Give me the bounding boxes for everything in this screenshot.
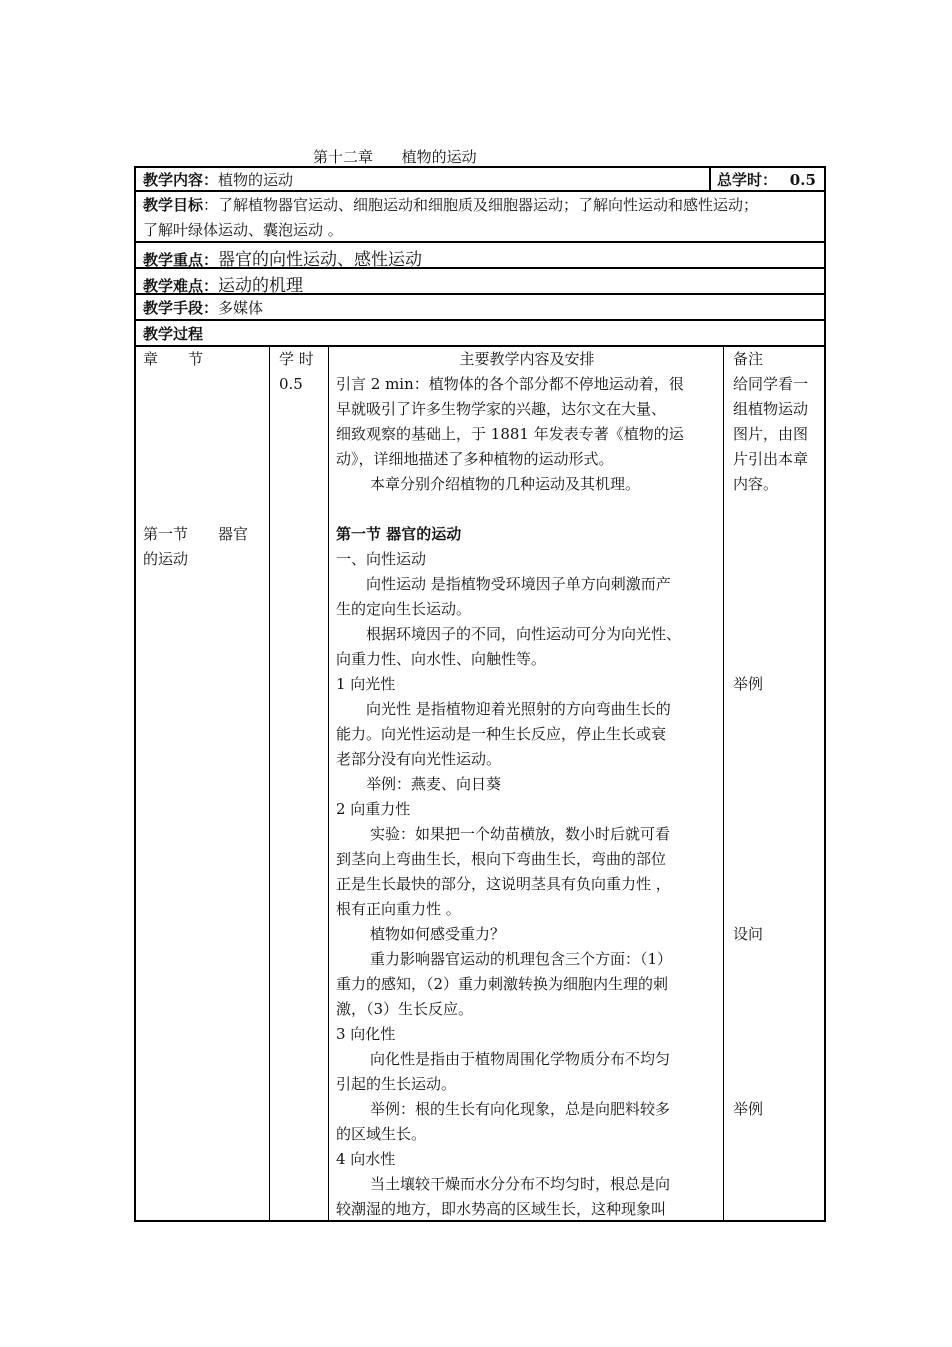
- col-divider: [723, 346, 724, 1221]
- text-line: 生的定向生长运动。: [336, 600, 472, 618]
- text-line: 向光性 是指植物迎着光照射的方向弯曲生长的: [366, 700, 671, 718]
- text-line: 4 向水性: [336, 1150, 396, 1168]
- text-line: 引言 2 min：植物体的各个部分都不停地运动着，很: [336, 375, 684, 393]
- note-header: 备注: [733, 350, 764, 368]
- text-line: 到茎向上弯曲生长，根向下弯曲生长，弯曲的部位: [336, 850, 667, 868]
- text-line: 1 向光性: [336, 675, 396, 693]
- text-line: 根有正向重力性 。: [336, 900, 461, 918]
- text-line: 植物如何感受重力？: [370, 925, 506, 943]
- text-line: 举例：根的生长有向化现象，总是向肥料较多: [370, 1100, 671, 1118]
- row-divider: [134, 190, 826, 192]
- note-example: 举例: [733, 1100, 764, 1118]
- key-row: 教学重点：器官的向性运动、感性运动: [143, 250, 423, 270]
- page-title: 第十二章 植物的运动: [313, 148, 477, 166]
- text-line: 一、向性运动: [336, 550, 427, 568]
- content-label: 教学内容: [143, 171, 204, 189]
- key-value: 器官的向性运动、感性运动: [218, 250, 423, 270]
- hours-value-cell: 0.5: [279, 375, 303, 393]
- text-line: 根据环境因子的不同，向性运动可分为向光性、: [366, 625, 682, 643]
- goal-line2: 了解叶绿体运动、囊泡运动 。: [143, 221, 343, 239]
- row-divider: [134, 319, 826, 321]
- note-example: 举例: [733, 675, 764, 693]
- hours-value: 0.5: [789, 171, 816, 189]
- note-line: 给同学看一: [733, 375, 809, 393]
- content-value: 植物的运动: [218, 171, 294, 189]
- text-line: 能力。向光性运动是一种生长反应，停止生长或衰: [336, 725, 667, 743]
- difficulty-value: 运动的机理: [218, 276, 304, 296]
- text-line: 老部分没有向光性运动。: [336, 750, 502, 768]
- note-line: 内容。: [733, 475, 779, 493]
- difficulty-label: 教学难点: [143, 277, 204, 295]
- section-heading: 第一节 器官的运动: [336, 525, 462, 543]
- difficulty-row: 教学难点：运动的机理: [143, 276, 304, 296]
- row-divider: [134, 241, 826, 243]
- goal-label: 教学目标: [143, 196, 204, 214]
- text-line: 向化性是指由于植物周围化学物质分布不均匀: [370, 1050, 671, 1068]
- chapter-column: [143, 347, 265, 572]
- text-line: 2 向重力性: [336, 800, 411, 818]
- text-line: 向重力性、向水性、向触性等。: [336, 650, 547, 668]
- text-line: 重力的感知，（2）重力刺激转换为细胞内生理的刺: [336, 975, 669, 993]
- means-row: 教学手段：多媒体: [143, 299, 264, 317]
- key-label: 教学重点: [143, 251, 204, 269]
- text-line: 实验：如果把一个幼苗横放，数小时后就可看: [370, 825, 671, 843]
- goal-line1: ：了解植物器官运动、细胞运动和细胞质及细胞器运动；了解向性运动和感性运动；: [203, 196, 759, 214]
- section1-title: 第一节 器官: [143, 525, 249, 543]
- col-divider: [328, 346, 329, 1221]
- section1-title-cont: 的运动: [143, 550, 189, 568]
- text-line: 重力影响器官运动的机理包含三个方面：（1）: [370, 950, 673, 968]
- col-divider: [269, 346, 270, 1221]
- text-line: 正是生长最快的部分，这说明茎具有负向重力性 ，: [336, 875, 671, 893]
- hours-header: 学 时: [279, 350, 314, 368]
- text-line: 举例：燕麦、向日葵: [366, 775, 502, 793]
- text-line: 本章分别介绍植物的几种运动及其机理。: [370, 475, 641, 493]
- content-row: 教学内容：植物的运动: [143, 171, 294, 189]
- goal-row: [143, 194, 758, 215]
- chapter-header: 章 节: [143, 350, 204, 368]
- note-question: 设问: [733, 925, 764, 943]
- hours-row: [717, 169, 816, 190]
- text-line: 激，（3）生长反应。: [336, 1000, 474, 1018]
- text-line: 引起的生长运动。: [336, 1075, 457, 1093]
- text-line: 当土壤较干燥而水分分布不均匀时，根总是向: [370, 1175, 671, 1193]
- text-line: 动》，详细地描述了多种植物的运动形式。: [336, 450, 614, 468]
- note-line: 组植物运动: [733, 400, 809, 418]
- text-line: 较潮湿的地方，即水势高的区域生长，这种现象叫: [336, 1200, 667, 1218]
- note-column: [733, 347, 823, 1122]
- note-line: 图片，由图: [733, 425, 809, 443]
- main-header: 主要教学内容及安排: [459, 350, 595, 368]
- col-divider: [709, 166, 711, 191]
- means-value: 多媒体: [218, 299, 264, 317]
- text-line: 3 向化性: [336, 1025, 396, 1043]
- hours-label: 总学时：: [717, 171, 778, 189]
- text-line: 早就吸引了许多生物学家的兴趣，达尔文在大量、: [336, 400, 667, 418]
- text-line: 的区域生长。: [336, 1125, 427, 1143]
- text-line: 向性运动 是指植物受环境因子单方向刺激而产: [366, 575, 671, 593]
- note-line: 片引出本章: [733, 450, 809, 468]
- process-label: 教学过程: [143, 325, 204, 343]
- main-column: [336, 347, 718, 1222]
- text-line: [336, 497, 718, 522]
- means-label: 教学手段: [143, 299, 204, 317]
- text-line: 细致观察的基础上，于 1881 年发表专著《植物的运: [336, 425, 684, 443]
- hours-column: [279, 347, 324, 397]
